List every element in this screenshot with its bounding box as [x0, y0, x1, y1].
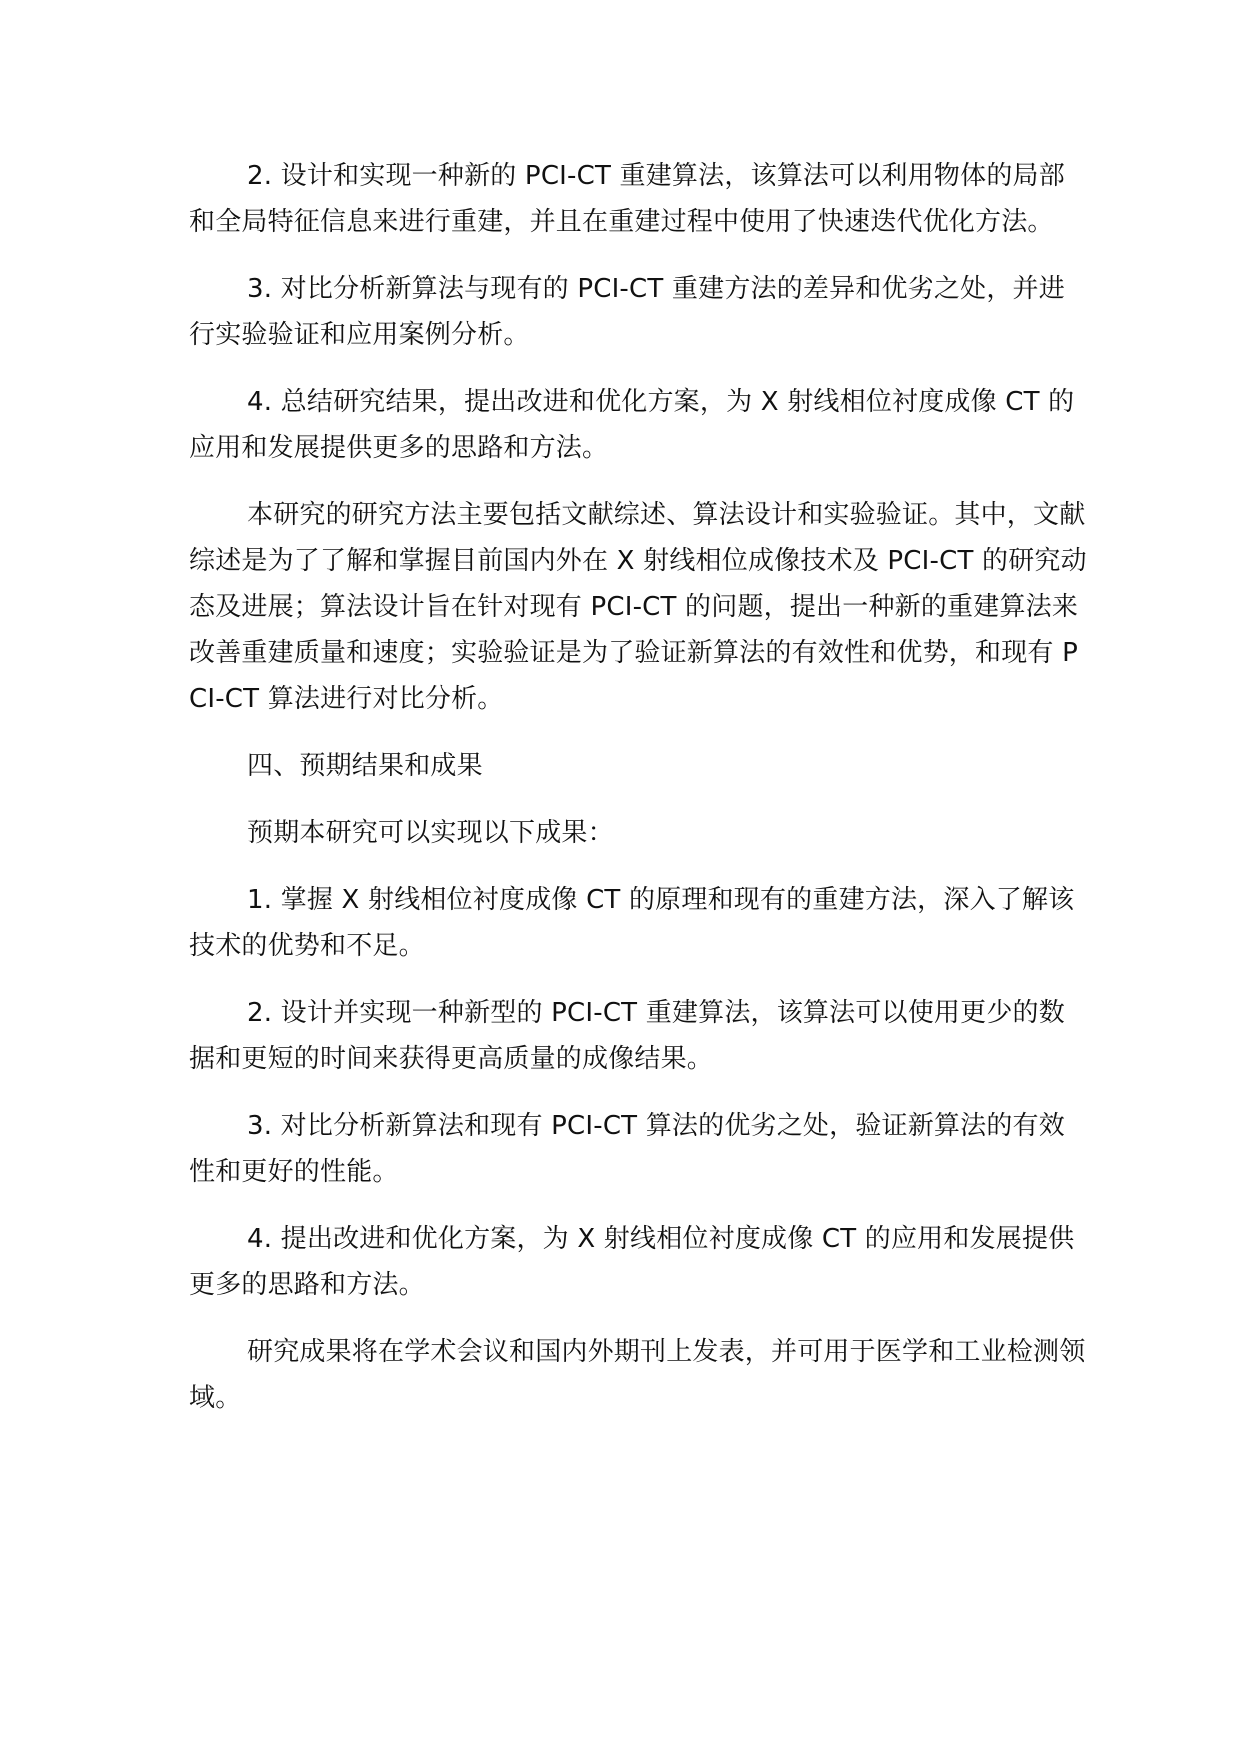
paragraph-research-methods: 本研究的研究方法主要包括文献综述、算法设计和实验验证。其中，文献综述是为了了解和掌握目前国内外在 X 射线相位成像技术及 PCI-CT 的研究动态及进展；算法设计旨在针对现有 PCI-CT 的问题，提出一种新的重建算法来改善重建质量和速度；实验验证是为了验证新算法的有效性和优势，和现有 PCI-CT 算法进行对比分析。: [189, 500, 1087, 714]
paragraph-expected-4: 4. 提出改进和优化方案，为 X 射线相位衬度成像 CT 的应用和发展提供更多的思路和方法。: [189, 1224, 1075, 1300]
paragraph-objective-3: 3. 对比分析新算法与现有的 PCI-CT 重建方法的差异和优劣之处，并进行实验验证和应用案例分析。: [189, 274, 1065, 350]
paragraph-objective-2: 2. 设计和实现一种新的 PCI-CT 重建算法，该算法可以利用物体的局部和全局特征信息来进行重建，并且在重建过程中使用了快速迭代优化方法。: [189, 161, 1065, 237]
paragraph-expected-2: 2. 设计并实现一种新型的 PCI-CT 重建算法，该算法可以使用更少的数据和更短的时间来获得更高质量的成像结果。: [189, 998, 1065, 1074]
section-heading-expected-results: 四、预期结果和成果: [247, 751, 483, 781]
paragraph-expected-3: 3. 对比分析新算法和现有 PCI-CT 算法的优劣之处，验证新算法的有效性和更好的性能。: [189, 1111, 1065, 1187]
paragraph-publication: 研究成果将在学术会议和国内外期刊上发表，并可用于医学和工业检测领域。: [189, 1337, 1086, 1413]
paragraph-objective-4: 4. 总结研究结果，提出改进和优化方案，为 X 射线相位衬度成像 CT 的应用和发展提供更多的思路和方法。: [189, 387, 1075, 463]
document-body: [189, 153, 1089, 1442]
paragraph-expected-1: 1. 掌握 X 射线相位衬度成像 CT 的原理和现有的重建方法，深入了解该技术的优势和不足。: [189, 885, 1075, 961]
paragraph-expected-intro: 预期本研究可以实现以下成果：: [247, 818, 614, 848]
